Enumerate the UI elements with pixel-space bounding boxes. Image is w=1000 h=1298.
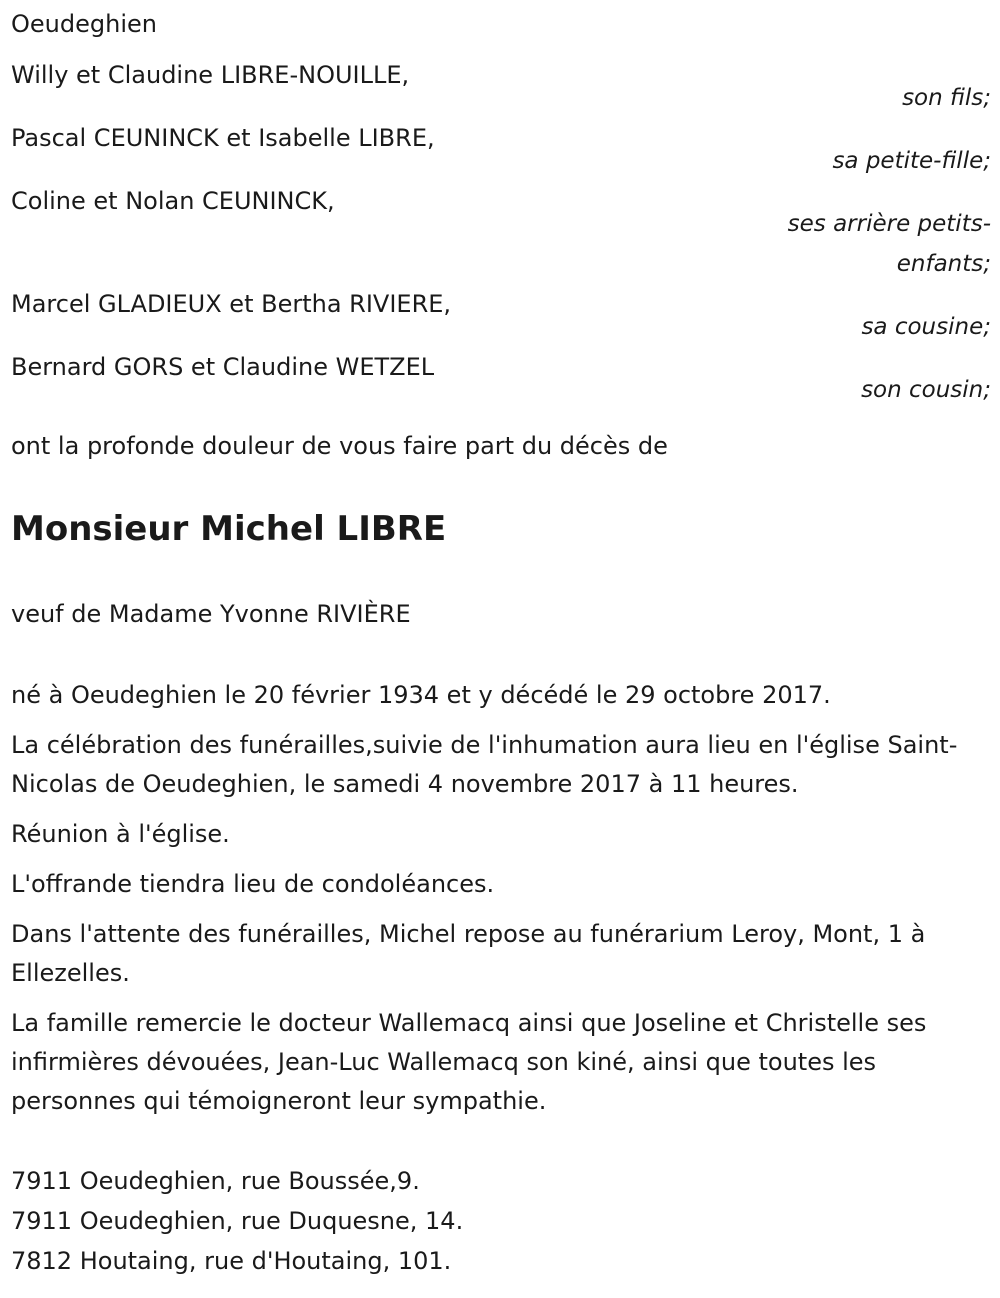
family-names-5: Bernard GORS et Claudine WETZEL [11,353,435,381]
family-names-4: Marcel GLADIEUX et Bertha RIVIERE, [11,290,452,318]
announcement-text: ont la profonde douleur de vous faire part du décès de [11,432,668,460]
family-relation-4: sa cousine; [861,314,991,340]
family-relation-3a: ses arrière petits- [787,211,991,237]
meeting-text: Réunion à l'église. [11,820,230,848]
thanks-text: La famille remercie le docteur Wallemacq ainsi que Joseline et Christelle ses infirmières dévouées, Jean-Luc Wallemacq son kiné, ainsi que toutes les personnes qui témoigneront leur sympathie. [11,1009,927,1115]
deceased-name: Monsieur Michel LIBRE [11,509,447,549]
address-3: 7812 Houtaing, rue d'Houtaing, 101. [11,1247,452,1275]
rest-text: Dans l'attente des funérailles, Michel repose au funérarium Leroy, Mont, 1 à Ellezelles. [11,920,926,987]
family-relation-1: son fils; [902,85,991,111]
family-names-2: Pascal CEUNINCK et Isabelle LIBRE, [11,124,435,152]
family-relation-2: sa petite-fille; [832,148,991,174]
offering-text: L'offrande tiendra lieu de condoléances. [11,870,495,898]
family-names-1: Willy et Claudine LIBRE-NOUILLE, [11,61,410,89]
address-2: 7911 Oeudeghien, rue Duquesne, 14. [11,1207,464,1235]
birth-death-text: né à Oeudeghien le 20 février 1934 et y décédé le 29 octobre 2017. [11,681,831,709]
family-names-3: Coline et Nolan CEUNINCK, [11,187,335,215]
widower-text: veuf de Madame Yvonne RIVIÈRE [11,600,411,628]
family-relation-3b: enfants; [896,251,991,277]
address-1: 7911 Oeudeghien, rue Boussée,9. [11,1167,420,1195]
ceremony-text: La célébration des funérailles,suivie de l'inhumation aura lieu en l'église Saint-Nicolas de Oeudeghien, le samedi 4 novembre 2017 à 11 heures. [11,731,958,798]
family-relation-5: son cousin; [861,377,991,403]
place-heading: Oeudeghien [11,10,157,38]
